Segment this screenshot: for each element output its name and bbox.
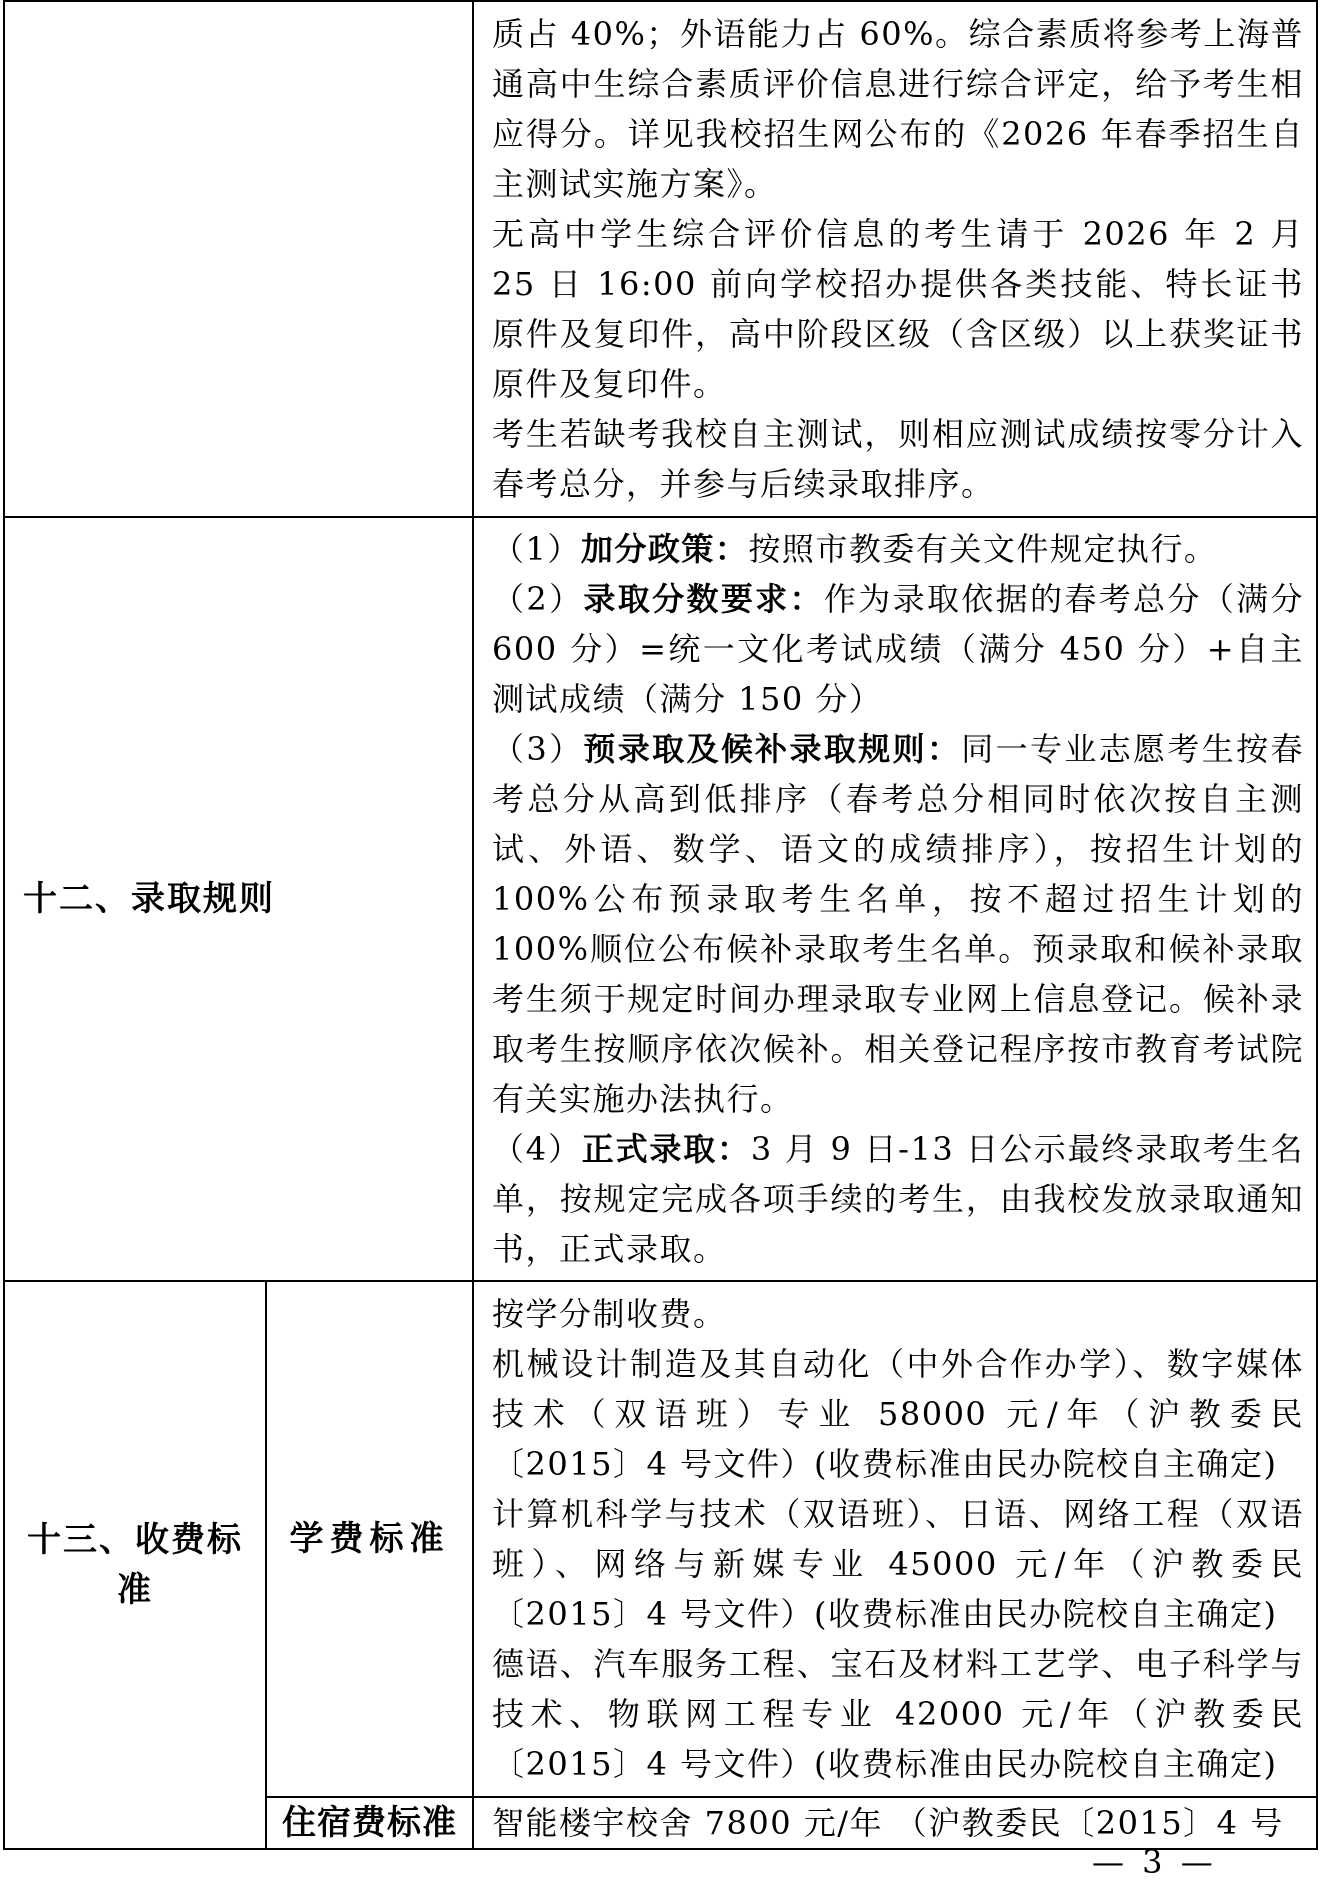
accommodation-label: 住宿费标准: [266, 1797, 473, 1849]
tuition-label: 学费标准: [266, 1281, 473, 1797]
paragraph: 考生若缺考我校自主测试，则相应测试成绩按零分计入春考总分，并参与后续录取排序。: [492, 415, 1304, 503]
fees-label: 十三、收费标准: [4, 1281, 266, 1849]
rule-text: 按照市教委有关文件规定执行。: [748, 530, 1218, 568]
rule-title: 加分政策：: [580, 530, 749, 568]
rule-prefix: （3）: [492, 730, 584, 768]
admission-rules-label: 十二、录取规则: [4, 517, 473, 1281]
paragraph: 计算机科学与技术（双语班）、日语、网络工程（双语班）、网络与新媒专业 45000 元/年（沪教委民〔2015〕4 号文件）(收费标准由民办院校自主确定): [492, 1495, 1304, 1633]
paragraph: 机械设计制造及其自动化（中外合作办学）、数字媒体技术（双语班）专业 58000 元/年（沪教委民〔2015〕4 号文件）(收费标准由民办院校自主确定): [492, 1345, 1304, 1483]
rule-text: 同一专业志愿考生按春考总分从高到低排序（春考总分相同时依次按自主测试、外语、数学、语文的成绩排序），按招生计划的 100%公布预录取考生名单，按不超过招生计划的 100%顺位公布候补录取考生名单。预录取和候补录取考生须于规定时间办理录取专业网上信息登记。候补录取考生按顺序依次候补。相关登记程序按市教育考试院有关实施办法执行。: [492, 730, 1304, 1118]
paragraph: 无高中学生综合评价信息的考生请于 2026 年 2 月 25 日 16:00 前向学校招办提供各类技能、特长证书原件及复印件，高中阶段区级（含区级）以上获奖证书原件及复印件。: [492, 215, 1304, 403]
paragraph: 质占 40%；外语能力占 60%。综合素质将参考上海普通高中生综合素质评价信息进行综合评定，给予考生相应得分。详见我校招生网公布的《2026 年春季招生自主测试实施方案》。: [492, 15, 1304, 203]
row-tuition: [4, 1281, 1317, 1797]
rule-text: 作为录取依据的春考总分（满分 600 分）=统一文化考试成绩（满分 450 分）+自主测试成绩（满分 150 分）: [492, 580, 1304, 718]
continuation-label-cell: [4, 1, 473, 517]
rule-item: [492, 724, 1304, 1124]
admission-rules-content: [473, 517, 1317, 1281]
rule-title: 正式录取：: [581, 1130, 751, 1168]
row-admission-rules: [4, 517, 1317, 1281]
page-number: — 3 —: [1092, 1843, 1217, 1881]
rule-item: [492, 574, 1304, 724]
row-continuation: [4, 1, 1317, 517]
paragraph: 按学分制收费。: [492, 1295, 727, 1333]
continuation-content: [473, 1, 1317, 517]
rule-title: 录取分数要求：: [583, 580, 824, 618]
rule-prefix: （1）: [492, 530, 581, 568]
admission-rules-table: [3, 0, 1318, 1850]
rule-prefix: （2）: [492, 580, 584, 618]
rule-item: [492, 1124, 1304, 1274]
rule-text: 3 月 9 日-13 日公示最终录取考生名单，按规定完成各项手续的考生，由我校发放录取通知书，正式录取。: [492, 1130, 1304, 1268]
rule-prefix: （4）: [492, 1130, 582, 1168]
rule-title: 预录取及候补录取规则：: [583, 730, 962, 768]
rule-item: [492, 524, 1304, 574]
accommodation-text: 智能楼宇校舍 7800 元/年 （沪教委民〔2015〕4 号: [492, 1804, 1284, 1842]
tuition-content: [473, 1281, 1317, 1797]
paragraph: 德语、汽车服务工程、宝石及材料工艺学、电子科学与技术、物联网工程专业 42000 元/年（沪教委民〔2015〕4 号文件）(收费标准由民办院校自主确定): [492, 1645, 1304, 1783]
